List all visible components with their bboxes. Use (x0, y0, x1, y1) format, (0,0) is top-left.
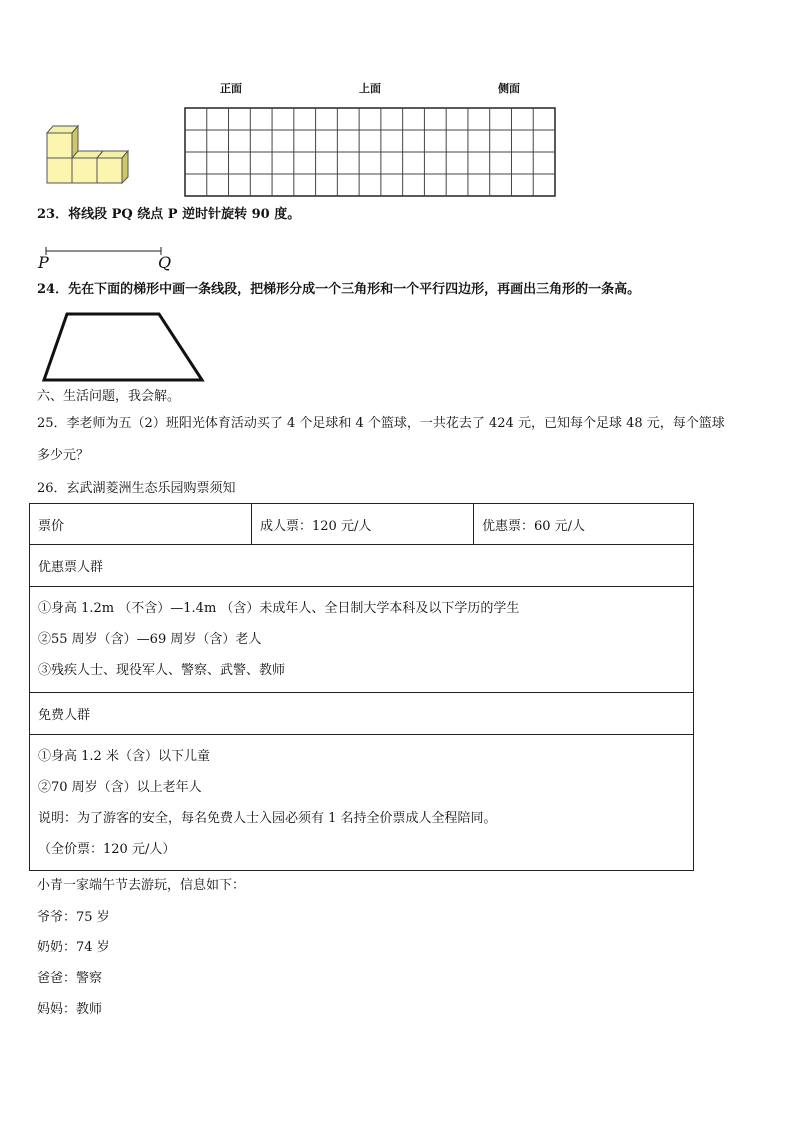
discount-group-details (30, 587, 694, 693)
list-item: ①身高 1.2m （不含）—1.4m （含）未成年人、全日制大学本科及以下学历的学生 (38, 601, 520, 616)
section-6-title: 六、生活问题，我会解。 (37, 389, 181, 404)
family-member-grandpa: 爷爷：75 岁 (37, 910, 110, 925)
point-q-label: Q (158, 253, 172, 272)
family-member-grandma: 奶奶：74 岁 (37, 940, 110, 955)
free-group-heading: 免费人群 (30, 693, 694, 735)
segment-pq (38, 242, 168, 258)
table-row (30, 504, 694, 545)
ticket-info-table (29, 503, 694, 871)
label-front-view: 正面 (220, 82, 242, 95)
table-row (30, 735, 694, 871)
family-intro: 小青一家端午节去游玩，信息如下： (37, 878, 246, 893)
adult-ticket-price: 成人票：120 元/人 (252, 504, 474, 545)
list-item: 说明：为了游客的安全，每名免费人士入园必须有 1 名持全价票成人全程陪同。 (38, 810, 497, 826)
table-row (30, 693, 694, 735)
trapezoid-figure[interactable] (40, 310, 206, 384)
free-group-details (30, 735, 694, 871)
question-25-line2: 多少元？ (37, 448, 90, 463)
question-25-line1: 25．李老师为五（2）班阳光体育活动买了 4 个足球和 4 个篮球，一共花去了 424 元，已知每个足球 48 元，每个篮球 (37, 416, 725, 431)
discount-group-heading: 优惠票人群 (30, 545, 694, 587)
table-row (30, 545, 694, 587)
question-23: 23．将线段 PQ 绕点 P 逆时针旋转 90 度。 (37, 207, 301, 222)
discount-ticket-price: 优惠票：60 元/人 (474, 504, 694, 545)
family-member-mom: 妈妈：教师 (37, 1002, 103, 1017)
table-row (30, 587, 694, 693)
label-top-view: 上面 (359, 82, 381, 95)
question-24: 24．先在下面的梯形中画一条线段，把梯形分成一个三角形和一个平行四边形，再画出三角形的一条高。 (37, 282, 641, 297)
drawing-grid[interactable] (184, 107, 558, 197)
family-member-dad: 爸爸：警察 (37, 971, 103, 986)
point-p-label: P (38, 253, 49, 272)
question-26-title: 26．玄武湖菱洲生态乐园购票须知 (37, 481, 236, 496)
list-item: （全价票：120 元/人） (38, 841, 176, 857)
list-item: ①身高 1.2 米（含）以下儿童 (38, 748, 210, 764)
list-item: ②55 周岁（含）—69 周岁（含）老人 (38, 632, 262, 647)
ticket-price-label: 票价 (30, 504, 252, 545)
cube-figure (40, 120, 140, 192)
label-side-view: 侧面 (498, 82, 520, 95)
list-item: ③残疾人士、现役军人、警察、武警、教师 (38, 663, 286, 678)
list-item: ②70 周岁（含）以上老年人 (38, 779, 202, 795)
